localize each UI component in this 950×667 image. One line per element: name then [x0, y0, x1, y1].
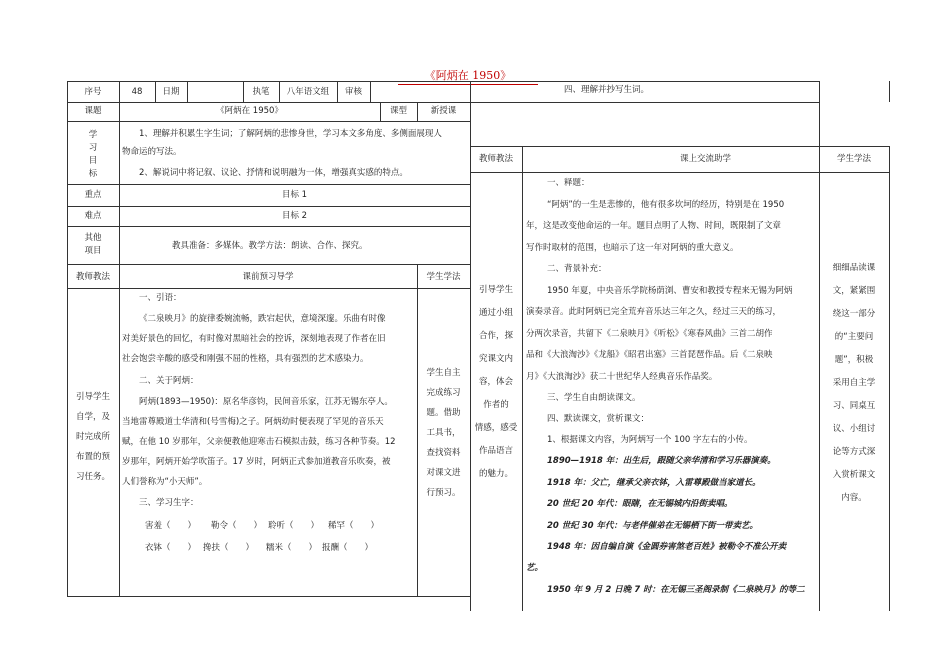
left-teacher-method: 引导学生 自学，及 时完成所 布置的预 习任务。 [75, 392, 110, 482]
table-line [67, 226, 470, 227]
writer-label: 执笔 [252, 87, 270, 97]
right-r4-head: 四、默读课文，赏析课文： [547, 414, 650, 424]
left-student-header: 学生学法 [426, 272, 461, 282]
table-line [889, 81, 890, 102]
left-teacher-header: 教师教法 [75, 272, 110, 282]
right-r2-line: 演奏录音。此时阿炳已完全荒弃音乐达三年之久，经过三天的练习， [526, 307, 782, 317]
word-blank: 害羞（ ） [145, 521, 197, 531]
right-r2-line: 品和《大浪淘沙》《龙船》《昭君出塞》三首琵琶作品。后《二泉映 [526, 350, 773, 360]
right-r2-line: 1950 年夏，中央音乐学院杨荫浏、曹安和教授专程来无锡为阿炳 [547, 286, 793, 296]
type-value: 新授课 [430, 106, 457, 116]
other-value: 教具准备：多媒体。教学方法：朗读、合作、探究。 [172, 241, 368, 251]
word-blank: 聆听（ ） [268, 521, 320, 531]
right-r2-line: 分两次录音，共留下《二泉映月》《听松》《寒春风曲》三首二胡作 [526, 329, 773, 339]
review-label: 审核 [344, 87, 362, 97]
task4-text: 四、理解并抄写生词。 [564, 85, 650, 95]
table-line [67, 288, 470, 289]
right-student-header: 学生学法 [836, 154, 871, 164]
table-line [67, 81, 819, 82]
word-blank: 稀罕（ ） [328, 521, 380, 531]
left-s2-line: 阿炳(1893—1950)：原名华彦钧，民间音乐家，江苏无锡东亭人。 [139, 397, 393, 407]
right-r2-line: 月》《大浪淘沙》获二十世纪华人经典音乐作品奖。 [526, 372, 718, 382]
page-title: 《阿炳在 1950》 [398, 67, 538, 85]
hard-value: 目标 2 [281, 211, 308, 221]
bio-line: 20 世纪 30 年代：与老伴催弟在无锡栖下街一带卖艺。 [547, 521, 759, 531]
right-r1-head: 一、释题： [547, 178, 590, 188]
left-student-method: 学生自主 完成练习 题。借助 工具书， 查找资料 对课文进 行预习。 [426, 368, 461, 498]
topic-label: 课题 [84, 106, 102, 116]
hard-label: 难点 [84, 211, 102, 221]
right-r1-line: 写作时取材的范围，也暗示了这一年对阿炳的重大意义。 [526, 243, 739, 253]
left-middle-header: 课前预习导学 [242, 272, 294, 282]
right-middle-header: 课上交流助学 [679, 154, 731, 164]
right-r1-line: 年，这是改变他命运的一年。题目点明了人物、时间，既限制了文章 [526, 221, 782, 231]
goal-1-line-1: 1、理解并积累生字生词；了解阿炳的悲惨身世，学习本文多角度、多侧面展现人 [139, 129, 442, 139]
left-s2-line: 赋，在他 10 岁那年，父亲便教他迎寒击石模拟击鼓，练习各种节奏。12 [122, 437, 396, 447]
table-line [67, 121, 470, 122]
goal-label: 学 习 目 标 [88, 130, 98, 179]
word-blank: 勒令（ ） [211, 521, 263, 531]
bio-line: 1950 年 9 月 2 日晚 7 时：在无锡三圣阁录制《二泉映月》的等二 [547, 585, 805, 595]
goal-2: 2、解说词中将记叙、议论、抒情和说明融为一体，增强真实感的特点。 [139, 168, 408, 178]
topic-value: 《阿炳在 1950》 [216, 106, 283, 116]
table-line [470, 172, 889, 173]
left-s2-line: 人们誉称为“小天师”。 [122, 477, 208, 487]
writer-value: 八年语文组 [286, 87, 330, 97]
left-s2-line: 当地雷尊殿道士华清和(号雪梅)之子。阿炳幼时便表现了罕见的音乐天 [122, 417, 384, 427]
type-label: 课型 [389, 106, 407, 116]
left-s1-line: 《二泉映月》的旋律委婉流畅，跌宕起伏，意境深邃。乐曲有时像 [139, 314, 386, 324]
table-line [67, 206, 470, 207]
table-line [67, 102, 819, 103]
date-label: 日期 [162, 87, 180, 97]
right-r3-head: 三、学生自由朗读课文。 [547, 393, 641, 403]
table-line [67, 596, 470, 597]
right-teacher-method: 引导学生 通过小组 合作，探 究课文内 容，体会 作者的 情感，感受 作品语言 的魅力。 [474, 285, 518, 479]
other-label: 其他 项目 [84, 233, 102, 256]
bio-line: 艺。 [526, 563, 544, 573]
left-s1-line: 社会饱尝辛酸的感受和刚强不屈的性格，具有强烈的艺术感染力。 [122, 354, 369, 364]
left-s1-head: 一、引语： [139, 293, 182, 303]
word-blank: 衣钵（ ） [145, 543, 197, 553]
left-s3-head: 三、学习生字： [139, 498, 199, 508]
word-blank: 报酬（ ） [322, 543, 374, 553]
right-r4-task: 1、根据课文内容，为阿炳写一个 100 字左右的小传。 [547, 435, 753, 445]
left-s1-line: 对美好景色的回忆，有时像对黑暗社会的控诉，深刻地表现了作者在旧 [122, 334, 386, 344]
table-line [67, 184, 470, 185]
table-line [187, 81, 188, 102]
seq-label: 序号 [84, 87, 102, 97]
table-line [889, 146, 890, 611]
table-line [67, 264, 470, 265]
seq-value: 48 [131, 87, 143, 97]
right-teacher-header: 教师教法 [478, 154, 513, 164]
left-s2-line: 岁那年，阿炳开始学吹笛子。17 岁时，阿炳正式参加道教音乐吹奏，被 [122, 457, 391, 467]
key-label: 重点 [84, 190, 102, 200]
right-r1-line: “阿炳”的一生是悲惨的，他有很多坎坷的经历，特别是在 1950 [547, 200, 785, 210]
table-line [370, 81, 371, 102]
table-line [470, 146, 889, 147]
table-line [522, 146, 523, 611]
table-line [119, 102, 120, 596]
bio-line: 1918 年：父亡，继承父亲衣钵，入雷尊殿做当家道长。 [547, 478, 761, 488]
word-blank: 搀扶（ ） [203, 543, 255, 553]
bio-line: 20 世纪 20 年代：眼瞎，在无锡城内沿街卖唱。 [547, 499, 733, 509]
bio-line: 1890—1918 年：出生后，跟随父亲华清和学习乐器演奏。 [547, 456, 776, 466]
right-r2-head: 二、背景补充： [547, 264, 607, 274]
bio-line: 1948 年：因自编自演《金圆券害煞老百姓》被勒令不准公开卖 [547, 542, 787, 552]
left-s2-head: 二、关于阿炳： [139, 376, 199, 386]
goal-1-line-2: 物命运的写法。 [122, 147, 182, 157]
right-student-method: 细细品读课 文，紧紧围 绕这一部分 的“主要问 题”，积极 采用自主学 习、同桌互 议、小组讨 论等方式深 入赏析课文 内容。 [832, 263, 876, 503]
word-blank: 糯米（ ） [266, 543, 318, 553]
key-value: 目标 1 [281, 190, 308, 200]
